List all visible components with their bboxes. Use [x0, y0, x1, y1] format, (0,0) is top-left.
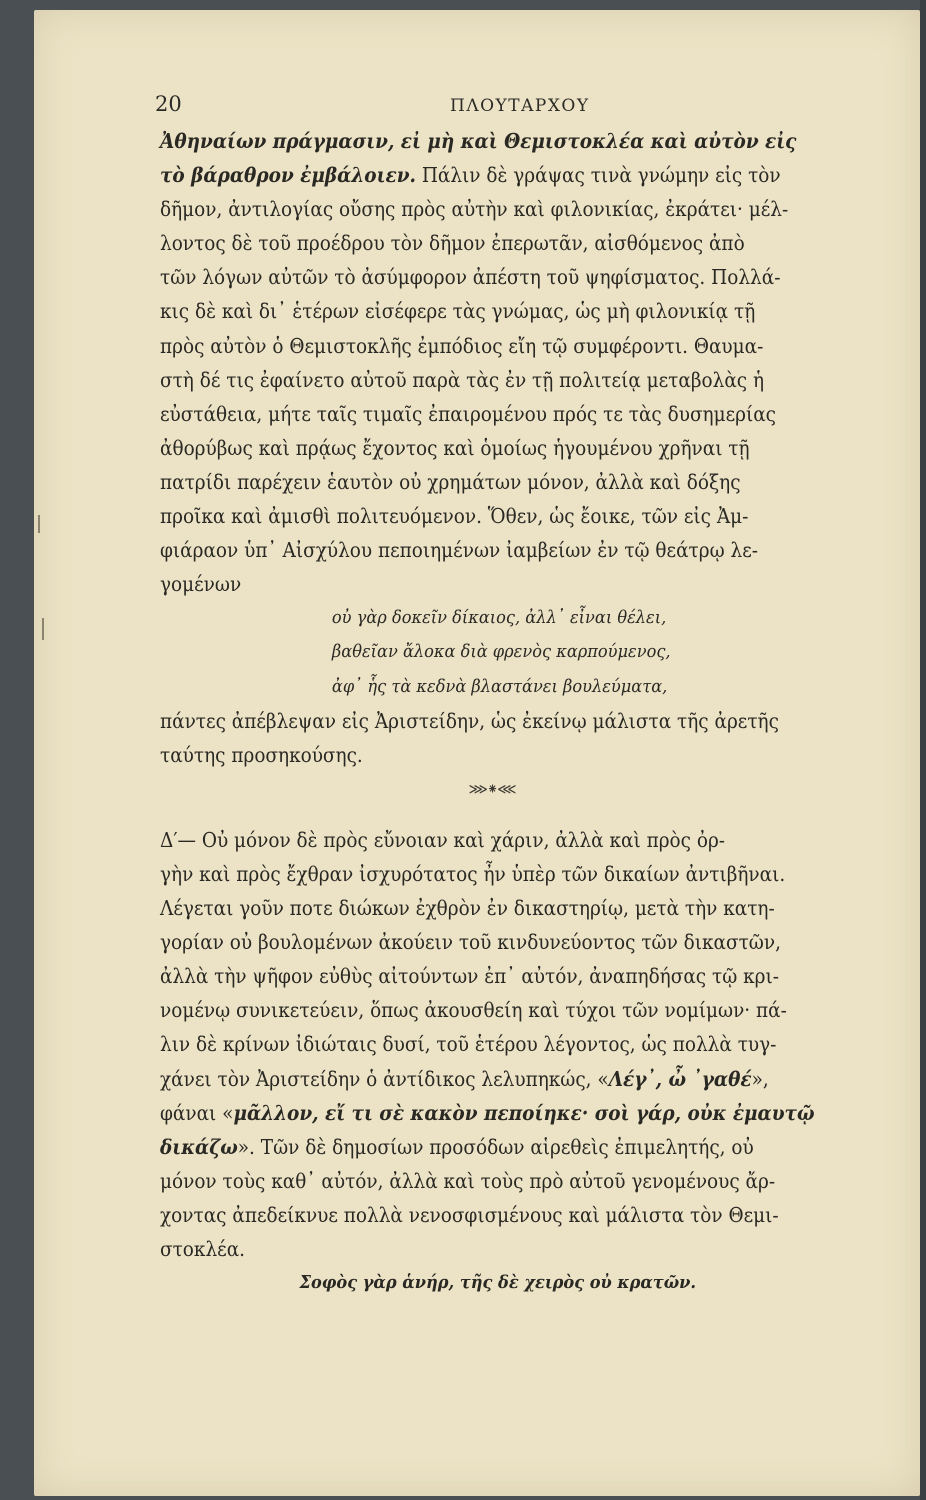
verse-line: βαθεῖαν ἄλοκα διὰ φρενὸς καρπούμενος, — [331, 641, 671, 663]
text-fragment: », — [751, 1066, 769, 1091]
text-line: λιν δὲ κρίνων ἰδιώταις δυσί, τοῦ ἑτέρου λέγοντος, ὡς πολλὰ τυγ- — [160, 1032, 777, 1057]
text-line: ἀλλὰ τὴν ψῆφον εὐθὺς αἰτούντων ἐπ᾿ αὐτόν, ἀναπηδήσας τῷ κρι- — [160, 964, 779, 989]
text-line: μόνον τοὺς καθ᾿ αὐτόν, ἀλλὰ καὶ τοὺς πρὸ αὐτοῦ γενομένους ἄρ- — [160, 1168, 776, 1193]
text-line: φιάραον ὑπ᾿ Αἰσχύλου πεποιημένων ἰαμβείων ἐν τῷ θεάτρῳ λε- — [160, 538, 759, 563]
page-number: 20 — [155, 92, 182, 116]
verse-line: ἀφ᾿ ἧς τὰ κεδνὰ βλαστάνει βουλεύματα, — [331, 675, 668, 697]
text-line: Λέγεται γοῦν ποτε διώκων ἐχθρὸν ἐν δικαστηρίῳ, μετὰ τὴν κατη- — [160, 896, 775, 921]
text-line: προῖκα καὶ ἀμισθὶ πολιτευόμενον. Ὅθεν, ὡς ἔοικε, τῶν εἰς Ἀμ- — [160, 504, 749, 529]
verse-line: οὐ γὰρ δοκεῖν δίκαιος, ἀλλ᾿ εἶναι θέλει, — [331, 607, 667, 629]
quote-text: δικάζω — [160, 1134, 238, 1159]
text-fragment: χάνει τὸν Ἀριστείδην ὁ ἀντίδικος λελυπηκώς, « — [160, 1066, 609, 1091]
text-line: Δ′— Οὐ μόνον δὲ πρὸς εὔνοιαν καὶ χάριν, ἀλλὰ καὶ πρὸς ὀρ- — [160, 827, 726, 852]
text-line: εὐστάθεια, μήτε ταῖς τιμαῖς ἐπαιρομένου πρός τε τὰς δυσημερίας — [160, 401, 777, 426]
text-line — [160, 1096, 851, 1130]
text-line: λοντος δὲ τοῦ προέδρου τὸν δῆμον ἐπερωτᾶν, αἰσθόμενος ἀπὸ — [160, 231, 745, 256]
text-fragment: ». Τῶν δὲ δημοσίων προσόδων αἱρεθεὶς ἐπιμελητής, οὐ — [237, 1134, 754, 1159]
text-line: ἀθορύβως καὶ πρᾴως ἔχοντος καὶ ὁμοίως ἡγουμένου χρῆναι τῇ — [160, 435, 750, 460]
text-line: στὴ δέ τις ἐφαίνετο αὐτοῦ παρὰ τὰς ἐν τῇ πολιτείᾳ μεταβολὰς ἡ — [160, 367, 765, 392]
text-line: στοκλέα. — [160, 1237, 246, 1261]
text-line: γορίαν οὐ βουλομένων ἀκούειν τοῦ κινδυνεύοντος τῶν δικαστῶν, — [160, 930, 781, 955]
text-line: τῶν λόγων αὐτῶν τὸ ἀσύμφορον ἀπέστη τοῦ ψηφίσματος. Πολλά- — [160, 265, 781, 290]
text-line — [160, 1062, 851, 1096]
margin-mark — [42, 618, 44, 640]
scan-edge — [920, 0, 926, 1500]
quote-text: Λέγ᾿, ὦ ᾿γαθέ — [608, 1066, 752, 1091]
text-line — [160, 1130, 851, 1164]
text-line: πάντες ἀπέβλεψαν εἰς Ἀριστείδην, ὡς ἐκείνῳ μάλιστα τῆς ἀρετῆς — [160, 708, 779, 733]
running-title: ΠΛΟΥΤΑΡΧΟΥ — [450, 96, 590, 116]
text-line: ταύτης προσηκούσης. — [160, 742, 363, 767]
text-line: κις δὲ καὶ δι᾿ ἑτέρων εἰσέφερε τὰς γνώμας, ὡς μὴ φιλονικίᾳ τῇ — [160, 299, 756, 324]
text-fragment: φάναι « — [160, 1100, 234, 1125]
text-line: χοντας ἀπεδείκνυε πολλὰ νενοσφισμένους καὶ μάλιστα τὸν Θεμι- — [160, 1202, 779, 1227]
page-body — [160, 124, 851, 1300]
text-line: γομένων — [160, 572, 242, 597]
quote-text: μᾶλλον, εἴ τι σὲ κακὸν πεποίηκε· σοὶ γάρ, οὐκ ἐμαυτῷ — [233, 1100, 815, 1125]
text-line: νομένῳ συνικετεύειν, ὅπως ἀκουσθείη καὶ τύχοι τῶν νομίμων· πά- — [160, 998, 787, 1023]
text-line: γὴν καὶ πρὸς ἔχθραν ἰσχυρότατος ἦν ὑπὲρ τῶν δικαίων ἀντιβῆναι. — [160, 861, 786, 886]
text-line: πατρίδι παρέχειν ἑαυτὸν οὐ χρημάτων μόνον, ἀλλὰ καὶ δόξης — [160, 469, 741, 494]
text-line: πρὸς αὐτὸν ὁ Θεμιστοκλῆς ἐμπόδιος εἴη τῷ συμφέροντι. Θαυμα- — [160, 333, 764, 358]
text-line: Ἀθηναίων πράγμασιν, εἰ μὴ καὶ Θεμιστοκλέα καὶ αὐτὸν εἰς — [160, 129, 797, 153]
text-line — [160, 158, 851, 192]
verse-line: Σοφὸς γὰρ ἁνήρ, τῆς δὲ χειρὸς οὐ κρατῶν. — [299, 1272, 697, 1294]
text-fragment: Πάλιν δὲ γράψας τινὰ γνώμην εἰς τὸν — [415, 163, 781, 188]
emphasis-text: τὸ βάραθρον ἐμβάλοιεν. — [160, 163, 416, 188]
section-ornament: ⋙⁕⋘ — [468, 779, 516, 798]
margin-mark — [38, 515, 40, 533]
running-header — [155, 92, 845, 122]
text-line: δῆμον, ἀντιλογίας οὔσης πρὸς αὐτὴν καὶ φιλονικίας, ἐκράτει· μέλ- — [160, 197, 789, 222]
section-gap — [160, 806, 851, 823]
